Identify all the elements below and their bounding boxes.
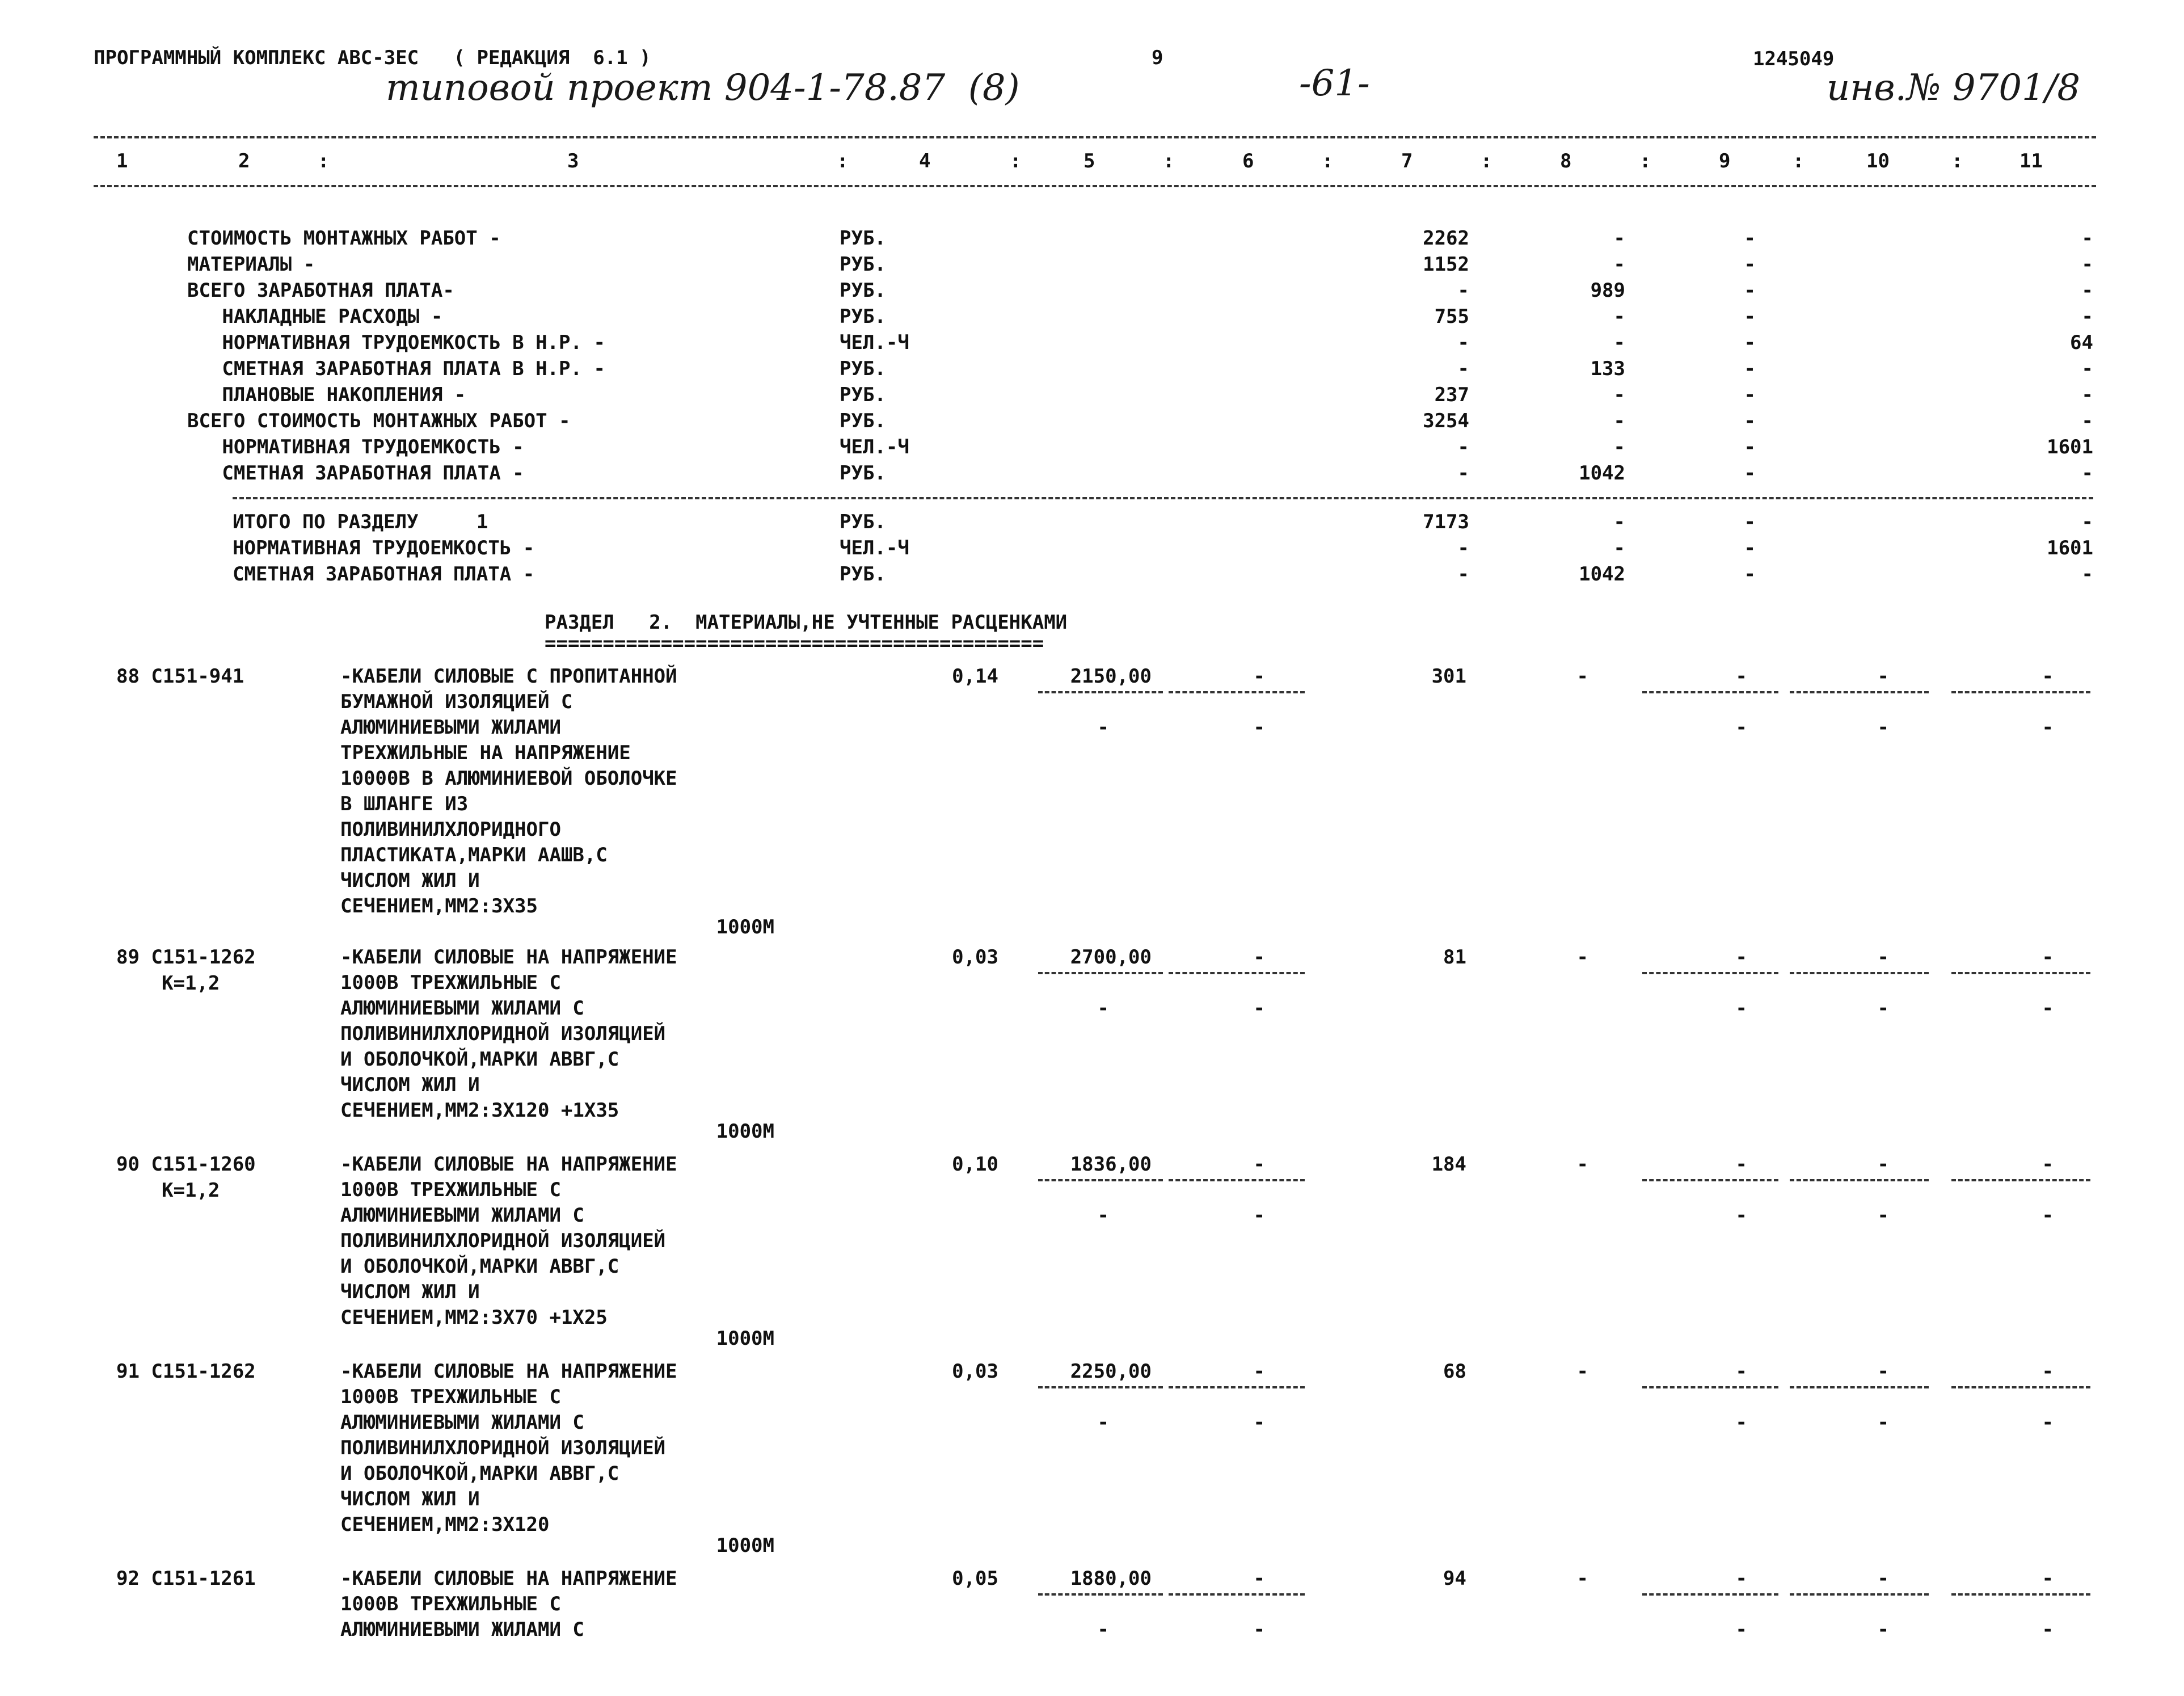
total-row-unit: РУБ. bbox=[840, 563, 886, 586]
item-sub-col9: - bbox=[1735, 716, 1747, 739]
project-handwritten: типовой проект 904-1-78.87 (8) bbox=[386, 67, 1020, 109]
summary-row-label: НОРМАТИВНАЯ ТРУДОЕМКОСТЬ В Н.Р. - bbox=[187, 331, 605, 354]
summary-row-label: ПЛАНОВЫЕ НАКОПЛЕНИЯ - bbox=[187, 384, 466, 406]
summary-row-unit: РУБ. bbox=[840, 462, 886, 485]
item-col7: 94 bbox=[1443, 1567, 1466, 1590]
item-col9: - bbox=[1735, 1567, 1747, 1590]
sheet-mark: 9 bbox=[1152, 47, 1163, 69]
column-header-9: 9 bbox=[1719, 150, 1731, 172]
summary-row-label: СМЕТНАЯ ЗАРАБОТНАЯ ПЛАТА В Н.Р. - bbox=[187, 357, 605, 380]
summary-row-col7: 1152 bbox=[1423, 253, 1469, 276]
item-description-line: -КАБЕЛИ СИЛОВЫЕ НА НАПРЯЖЕНИЕ bbox=[340, 946, 677, 969]
item-unit-measure: 1000М bbox=[716, 1120, 774, 1143]
item-unit-measure: 1000М bbox=[716, 1534, 774, 1557]
summary-row-unit: РУБ. bbox=[840, 279, 886, 302]
total-row-col8: - bbox=[1613, 511, 1625, 533]
summary-row-col9: - bbox=[1744, 279, 1756, 302]
summary-row-col11: - bbox=[2081, 357, 2093, 380]
item-rule-col5 bbox=[1038, 972, 1163, 974]
item-coefficient: К=1,2 bbox=[162, 1179, 220, 1202]
item-sub-col9: - bbox=[1735, 1618, 1747, 1641]
item-col6: - bbox=[1253, 946, 1265, 969]
total-row-label: НОРМАТИВНАЯ ТРУДОЕМКОСТЬ - bbox=[233, 537, 535, 559]
item-sub-col10: - bbox=[1877, 1411, 1889, 1434]
item-col10: - bbox=[1877, 1153, 1889, 1176]
summary-row-col9: - bbox=[1744, 331, 1756, 354]
item-quantity: 0,03 bbox=[952, 1360, 998, 1383]
summary-row-unit: РУБ. bbox=[840, 410, 886, 432]
summary-row-label: СТОИМОСТЬ МОНТАЖНЫХ РАБОТ - bbox=[187, 227, 501, 250]
item-description-line: -КАБЕЛИ СИЛОВЫЕ С ПРОПИТАННОЙ bbox=[340, 665, 677, 688]
item-col7: 301 bbox=[1431, 665, 1466, 688]
item-col6: - bbox=[1253, 1360, 1265, 1383]
item-rule-col5 bbox=[1038, 1179, 1163, 1181]
section-2-underline: =========================================== bbox=[545, 632, 1044, 655]
item-description-line: СЕЧЕНИЕМ,ММ2:3Х70 +1Х25 bbox=[340, 1306, 608, 1329]
item-col11: - bbox=[2042, 1153, 2054, 1176]
total-row-col7: - bbox=[1457, 563, 1469, 586]
total-row-col7: - bbox=[1457, 537, 1469, 559]
summary-row-col9: - bbox=[1744, 357, 1756, 380]
item-sub-col11: - bbox=[2042, 1411, 2054, 1434]
summary-row-col9: - bbox=[1744, 410, 1756, 432]
item-sub-col10: - bbox=[1877, 1204, 1889, 1227]
summary-row-col8: 989 bbox=[1590, 279, 1625, 302]
item-rule-col10 bbox=[1790, 1179, 1929, 1181]
column-header-4: 4 bbox=[919, 150, 931, 172]
item-sub-col6: - bbox=[1253, 716, 1265, 739]
summary-row-col7: - bbox=[1457, 357, 1469, 380]
column-header-sep: : bbox=[1793, 150, 1804, 172]
summary-row-col8: - bbox=[1613, 436, 1625, 458]
item-sub-col5: - bbox=[1097, 716, 1109, 739]
total-row-col7: 7173 bbox=[1423, 511, 1469, 533]
item-description-line: ЧИСЛОМ ЖИЛ И bbox=[340, 1074, 480, 1096]
total-row-unit: РУБ. bbox=[840, 511, 886, 533]
item-description-line: ЧИСЛОМ ЖИЛ И bbox=[340, 869, 480, 892]
item-col11: - bbox=[2042, 665, 2054, 688]
summary-row-col8: - bbox=[1613, 253, 1625, 276]
item-description-line: 1000В ТРЕХЖИЛЬНЫЕ С bbox=[340, 1179, 561, 1201]
summary-row-unit: РУБ. bbox=[840, 357, 886, 380]
summary-row-col8: 133 bbox=[1590, 357, 1625, 380]
item-unit-measure: 1000М bbox=[716, 1327, 774, 1350]
summary-row-col9: - bbox=[1744, 253, 1756, 276]
summary-row-col7: 3254 bbox=[1423, 410, 1469, 432]
column-header-sep: : bbox=[1010, 150, 1022, 172]
item-rule-col10 bbox=[1790, 972, 1929, 974]
item-col9: - bbox=[1735, 1360, 1747, 1383]
item-col11: - bbox=[2042, 1567, 2054, 1590]
item-rule-col10 bbox=[1790, 691, 1929, 693]
summary-row-label: МАТЕРИАЛЫ - bbox=[187, 253, 315, 276]
item-description-line: И ОБОЛОЧКОЙ,МАРКИ АВВГ,С bbox=[340, 1255, 619, 1278]
program-header: ПРОГРАММНЫЙ КОМПЛЕКС АВС-3ЕС ( РЕДАКЦИЯ 6.1 ) bbox=[94, 47, 651, 69]
item-col10: - bbox=[1877, 946, 1889, 969]
summary-row-col8: - bbox=[1613, 331, 1625, 354]
summary-row-col7: - bbox=[1457, 331, 1469, 354]
item-col6: - bbox=[1253, 1153, 1265, 1176]
item-description-line: ЧИСЛОМ ЖИЛ И bbox=[340, 1488, 480, 1510]
summary-separator bbox=[233, 497, 2093, 499]
column-header-sep: : bbox=[318, 150, 330, 172]
summary-row-col7: - bbox=[1457, 462, 1469, 485]
item-rule-col10 bbox=[1790, 1386, 1929, 1388]
item-rule-col11 bbox=[1951, 972, 2090, 974]
item-description-line: 1000В ТРЕХЖИЛЬНЫЕ С bbox=[340, 1593, 561, 1615]
item-sub-col5: - bbox=[1097, 1411, 1109, 1434]
item-sub-col6: - bbox=[1253, 1411, 1265, 1434]
item-col10: - bbox=[1877, 1567, 1889, 1590]
item-col8: - bbox=[1576, 946, 1588, 969]
item-sub-col5: - bbox=[1097, 997, 1109, 1020]
inventory-number: инв.№ 9701/8 bbox=[1827, 67, 2081, 109]
item-rule-col9 bbox=[1642, 1179, 1778, 1181]
column-header-10: 10 bbox=[1866, 150, 1890, 172]
item-rule-col9 bbox=[1642, 1593, 1778, 1596]
item-price: 1880,00 bbox=[1070, 1567, 1152, 1590]
summary-row-col11: - bbox=[2081, 227, 2093, 250]
item-rule-col10 bbox=[1790, 1593, 1929, 1596]
summary-row-label: СМЕТНАЯ ЗАРАБОТНАЯ ПЛАТА - bbox=[187, 462, 524, 485]
item-rule-col6 bbox=[1169, 1179, 1305, 1181]
item-col9: - bbox=[1735, 946, 1747, 969]
item-description-line: АЛЮМИНИЕВЫМИ ЖИЛАМИ С bbox=[340, 1204, 584, 1227]
total-row-col8: - bbox=[1613, 537, 1625, 559]
column-header-8: 8 bbox=[1560, 150, 1572, 172]
item-sub-col9: - bbox=[1735, 1204, 1747, 1227]
item-price: 2700,00 bbox=[1070, 946, 1152, 969]
item-description-line: ТРЕХЖИЛЬНЫЕ НА НАПРЯЖЕНИЕ bbox=[340, 742, 631, 764]
summary-row-col9: - bbox=[1744, 305, 1756, 328]
item-description-line: 10000В В АЛЮМИНИЕВОЙ ОБОЛОЧКЕ bbox=[340, 767, 677, 790]
column-header-7: 7 bbox=[1401, 150, 1413, 172]
item-coefficient: К=1,2 bbox=[162, 972, 220, 995]
item-col8: - bbox=[1576, 665, 1588, 688]
summary-row-col11: 1601 bbox=[2047, 436, 2093, 458]
item-rule-col6 bbox=[1169, 1593, 1305, 1596]
summary-row-col11: - bbox=[2081, 279, 2093, 302]
total-row-col8: 1042 bbox=[1579, 563, 1625, 586]
item-col11: - bbox=[2042, 1360, 2054, 1383]
summary-row-col11: - bbox=[2081, 305, 2093, 328]
item-code: 88 С151-941 bbox=[116, 665, 244, 688]
summary-row-unit: РУБ. bbox=[840, 384, 886, 406]
item-description-line: И ОБОЛОЧКОЙ,МАРКИ АВВГ,С bbox=[340, 1462, 619, 1485]
column-header-sep: : bbox=[837, 150, 849, 172]
total-row-col9: - bbox=[1744, 563, 1756, 586]
item-col7: 68 bbox=[1443, 1360, 1466, 1383]
item-description-line: АЛЮМИНИЕВЫМИ ЖИЛАМИ С bbox=[340, 997, 584, 1020]
total-row-unit: ЧЕЛ.-Ч bbox=[840, 537, 909, 559]
total-row-col9: - bbox=[1744, 537, 1756, 559]
item-rule-col6 bbox=[1169, 1386, 1305, 1388]
column-header-11: 11 bbox=[2019, 150, 2043, 172]
column-header-sep: : bbox=[1481, 150, 1492, 172]
column-header-1: 1 bbox=[116, 150, 128, 172]
item-sub-col11: - bbox=[2042, 997, 2054, 1020]
item-col8: - bbox=[1576, 1567, 1588, 1590]
item-rule-col11 bbox=[1951, 1179, 2090, 1181]
item-description-line: -КАБЕЛИ СИЛОВЫЕ НА НАПРЯЖЕНИЕ bbox=[340, 1153, 677, 1176]
item-description-line: ПЛАСТИКАТА,МАРКИ ААШВ,С bbox=[340, 844, 608, 866]
item-description-line: И ОБОЛОЧКОЙ,МАРКИ АВВГ,С bbox=[340, 1048, 619, 1071]
summary-row-col9: - bbox=[1744, 462, 1756, 485]
summary-row-col11: - bbox=[2081, 384, 2093, 406]
column-header-sep: : bbox=[1322, 150, 1334, 172]
item-rule-col6 bbox=[1169, 972, 1305, 974]
item-rule-col6 bbox=[1169, 691, 1305, 693]
summary-row-label: НОРМАТИВНАЯ ТРУДОЕМКОСТЬ - bbox=[187, 436, 524, 458]
column-header-3: 3 bbox=[567, 150, 579, 172]
item-code: 89 С151-1262 bbox=[116, 946, 256, 969]
summary-row-col8: - bbox=[1613, 384, 1625, 406]
summary-row-col9: - bbox=[1744, 227, 1756, 250]
column-header-6: 6 bbox=[1242, 150, 1254, 172]
item-sub-col5: - bbox=[1097, 1204, 1109, 1227]
item-sub-col10: - bbox=[1877, 716, 1889, 739]
doc-code: 1245049 bbox=[1753, 48, 1835, 70]
item-description-line: 1000В ТРЕХЖИЛЬНЫЕ С bbox=[340, 1386, 561, 1408]
item-description-line: ПОЛИВИНИЛХЛОРИДНОЙ ИЗОЛЯЦИЕЙ bbox=[340, 1437, 666, 1459]
item-rule-col9 bbox=[1642, 1386, 1778, 1388]
item-col7: 184 bbox=[1431, 1153, 1466, 1176]
item-col7: 81 bbox=[1443, 946, 1466, 969]
item-sub-col6: - bbox=[1253, 1204, 1265, 1227]
summary-row-unit: ЧЕЛ.-Ч bbox=[840, 331, 909, 354]
summary-row-unit: РУБ. bbox=[840, 305, 886, 328]
summary-row-col11: 64 bbox=[2070, 331, 2093, 354]
summary-row-col7: - bbox=[1457, 436, 1469, 458]
item-sub-col10: - bbox=[1877, 997, 1889, 1020]
item-col8: - bbox=[1576, 1153, 1588, 1176]
item-description-line: ПОЛИВИНИЛХЛОРИДНОЙ ИЗОЛЯЦИЕЙ bbox=[340, 1230, 666, 1252]
item-quantity: 0,10 bbox=[952, 1153, 998, 1176]
summary-row-label: НАКЛАДНЫЕ РАСХОДЫ - bbox=[187, 305, 454, 328]
item-sub-col5: - bbox=[1097, 1618, 1109, 1641]
header-rule-bottom bbox=[94, 185, 2096, 187]
summary-row-col9: - bbox=[1744, 384, 1756, 406]
item-col8: - bbox=[1576, 1360, 1588, 1383]
summary-row-col8: - bbox=[1613, 410, 1625, 432]
item-sub-col9: - bbox=[1735, 1411, 1747, 1434]
item-description-line: -КАБЕЛИ СИЛОВЫЕ НА НАПРЯЖЕНИЕ bbox=[340, 1360, 677, 1383]
item-price: 2150,00 bbox=[1070, 665, 1152, 688]
summary-row-unit: ЧЕЛ.-Ч bbox=[840, 436, 909, 458]
item-sub-col6: - bbox=[1253, 1618, 1265, 1641]
summary-row-col7: 2262 bbox=[1423, 227, 1469, 250]
item-description-line: СЕЧЕНИЕМ,ММ2:3Х120 bbox=[340, 1513, 550, 1536]
item-description-line: -КАБЕЛИ СИЛОВЫЕ НА НАПРЯЖЕНИЕ bbox=[340, 1567, 677, 1590]
item-sub-col9: - bbox=[1735, 997, 1747, 1020]
item-rule-col11 bbox=[1951, 691, 2090, 693]
item-rule-col9 bbox=[1642, 691, 1778, 693]
column-header-sep: : bbox=[1639, 150, 1651, 172]
total-row-col11: - bbox=[2081, 511, 2093, 533]
item-sub-col11: - bbox=[2042, 1204, 2054, 1227]
item-code: 90 С151-1260 bbox=[116, 1153, 256, 1176]
column-header-2: 2 bbox=[238, 150, 250, 172]
summary-row-col11: - bbox=[2081, 462, 2093, 485]
total-row-col11: 1601 bbox=[2047, 537, 2093, 559]
column-header-5: 5 bbox=[1083, 150, 1095, 172]
summary-row-col7: 755 bbox=[1434, 305, 1469, 328]
item-col9: - bbox=[1735, 1153, 1747, 1176]
total-row-label: ИТОГО ПО РАЗДЕЛУ 1 bbox=[233, 511, 488, 533]
total-row-col11: - bbox=[2081, 563, 2093, 586]
item-rule-col5 bbox=[1038, 1386, 1163, 1388]
item-description-line: СЕЧЕНИЕМ,ММ2:3Х35 bbox=[340, 895, 538, 918]
item-description-line: АЛЮМИНИЕВЫМИ ЖИЛАМИ С bbox=[340, 1618, 584, 1641]
total-row-label: СМЕТНАЯ ЗАРАБОТНАЯ ПЛАТА - bbox=[233, 563, 535, 586]
summary-row-col11: - bbox=[2081, 410, 2093, 432]
item-col11: - bbox=[2042, 946, 2054, 969]
item-sub-col6: - bbox=[1253, 997, 1265, 1020]
column-header-sep: : bbox=[1163, 150, 1175, 172]
item-description-line: СЕЧЕНИЕМ,ММ2:3Х120 +1Х35 bbox=[340, 1099, 619, 1122]
item-rule-col9 bbox=[1642, 972, 1778, 974]
item-sub-col11: - bbox=[2042, 716, 2054, 739]
header-rule-top bbox=[94, 136, 2096, 138]
item-unit-measure: 1000М bbox=[716, 916, 774, 939]
item-description-line: АЛЮМИНИЕВЫМИ ЖИЛАМИ С bbox=[340, 1411, 584, 1434]
item-col9: - bbox=[1735, 665, 1747, 688]
item-description-line: ЧИСЛОМ ЖИЛ И bbox=[340, 1281, 480, 1303]
item-description-line: В ШЛАНГЕ ИЗ bbox=[340, 793, 469, 815]
item-price: 1836,00 bbox=[1070, 1153, 1152, 1176]
item-description-line: АЛЮМИНИЕВЫМИ ЖИЛАМИ bbox=[340, 716, 561, 739]
item-description-line: ПОЛИВИНИЛХЛОРИДНОЙ ИЗОЛЯЦИЕЙ bbox=[340, 1022, 666, 1045]
item-rule-col5 bbox=[1038, 1593, 1163, 1596]
summary-row-unit: РУБ. bbox=[840, 227, 886, 250]
summary-row-col7: 237 bbox=[1434, 384, 1469, 406]
item-quantity: 0,05 bbox=[952, 1567, 998, 1590]
summary-row-col7: - bbox=[1457, 279, 1469, 302]
item-col10: - bbox=[1877, 1360, 1889, 1383]
item-rule-col5 bbox=[1038, 691, 1163, 693]
summary-row-col8: 1042 bbox=[1579, 462, 1625, 485]
item-sub-col10: - bbox=[1877, 1618, 1889, 1641]
item-description-line: 1000В ТРЕХЖИЛЬНЫЕ С bbox=[340, 971, 561, 994]
item-col10: - bbox=[1877, 665, 1889, 688]
summary-row-label: ВСЕГО ЗАРАБОТНАЯ ПЛАТА- bbox=[187, 279, 454, 302]
summary-row-label: ВСЕГО СТОИМОСТЬ МОНТАЖНЫХ РАБОТ - bbox=[187, 410, 571, 432]
section-2-title: РАЗДЕЛ 2. МАТЕРИАЛЫ,НЕ УЧТЕННЫЕ РАСЦЕНКАМИ bbox=[545, 611, 1068, 634]
item-code: 92 С151-1261 bbox=[116, 1567, 256, 1590]
item-description-line: БУМАЖНОЙ ИЗОЛЯЦИЕЙ С bbox=[340, 691, 573, 713]
total-row-col9: - bbox=[1744, 511, 1756, 533]
column-header-sep: : bbox=[1951, 150, 1963, 172]
item-price: 2250,00 bbox=[1070, 1360, 1152, 1383]
item-code: 91 С151-1262 bbox=[116, 1360, 256, 1383]
summary-row-col11: - bbox=[2081, 253, 2093, 276]
item-col6: - bbox=[1253, 665, 1265, 688]
summary-row-unit: РУБ. bbox=[840, 253, 886, 276]
summary-row-col8: - bbox=[1613, 305, 1625, 328]
summary-row-col9: - bbox=[1744, 436, 1756, 458]
summary-row-col8: - bbox=[1613, 227, 1625, 250]
page-number: -61- bbox=[1299, 62, 1370, 104]
item-quantity: 0,14 bbox=[952, 665, 998, 688]
item-rule-col11 bbox=[1951, 1386, 2090, 1388]
item-rule-col11 bbox=[1951, 1593, 2090, 1596]
item-description-line: ПОЛИВИНИЛХЛОРИДНОГО bbox=[340, 818, 561, 841]
item-col6: - bbox=[1253, 1567, 1265, 1590]
item-quantity: 0,03 bbox=[952, 946, 998, 969]
item-sub-col11: - bbox=[2042, 1618, 2054, 1641]
